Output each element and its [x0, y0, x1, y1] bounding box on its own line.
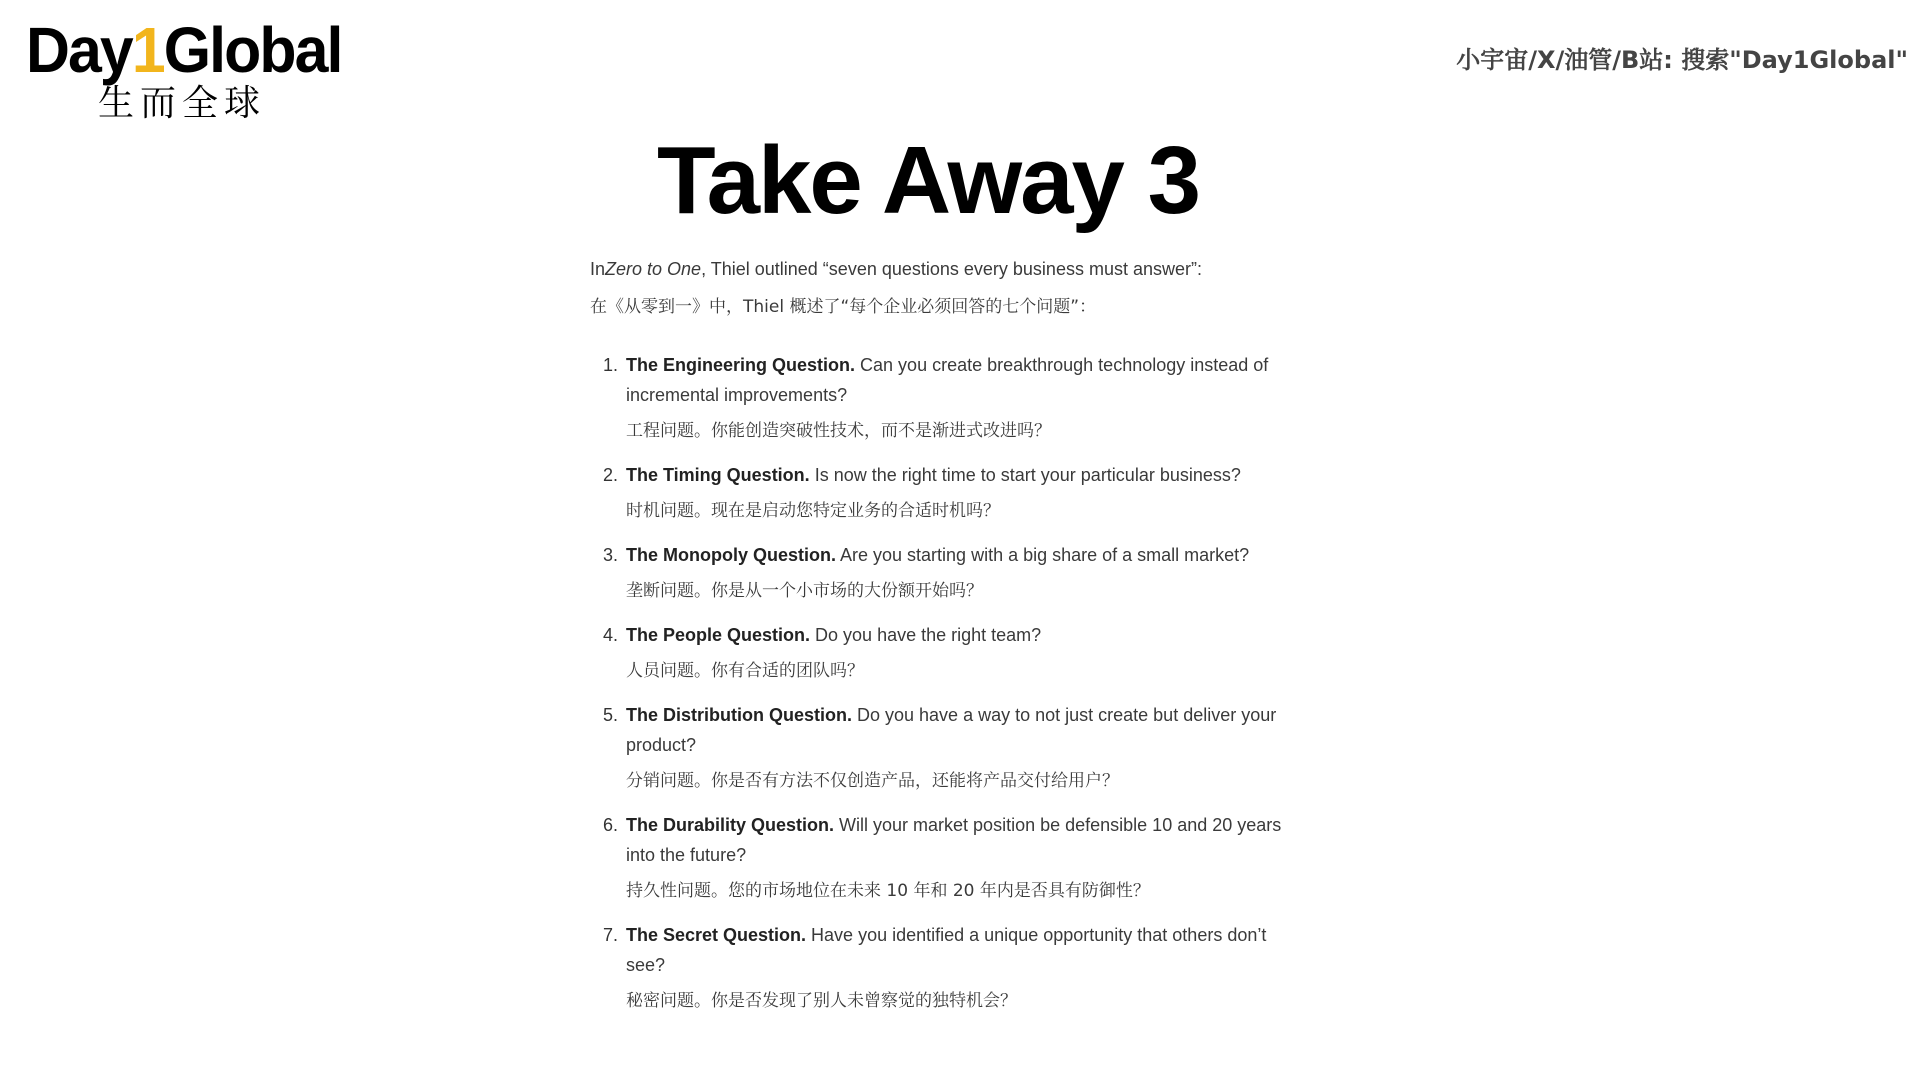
question-chinese: 人员问题。你有合适的团队吗？ [626, 661, 864, 681]
question-chinese: 持久性问题。您的市场地位在未来 10 年和 20 年内是否具有防御性？ [626, 881, 1150, 901]
question-chinese: 工程问题。你能创造突破性技术，而不是渐进式改进吗？ [626, 421, 1051, 441]
question-number: 7. [602, 925, 618, 945]
question-number: 2. [602, 465, 618, 485]
question-number: 5. [602, 705, 618, 725]
question-heading: The People Question. [626, 625, 811, 645]
content-body [590, 256, 1310, 1030]
question-text: Can you create breakthrough technology instead of incremental improvements? [626, 355, 1269, 405]
intro-prefix: In [590, 259, 606, 279]
question-item-secret [590, 920, 1310, 1014]
question-text: Have you identified a unique opportunity that others don’t see? [626, 925, 1267, 975]
question-english [626, 700, 1310, 760]
question-item-people [590, 620, 1310, 684]
question-item-durability [590, 810, 1310, 904]
channel-info: 小宇宙/X/油管/B站: 搜索"Day1Global" [1456, 46, 1908, 74]
question-item-distribution [590, 700, 1310, 794]
logo-wordmark [26, 14, 342, 86]
intro-rest: , Thiel outlined “seven questions every business must answer”: [701, 259, 1202, 279]
question-heading: The Durability Question. [626, 815, 835, 835]
question-chinese: 垄断问题。你是从一个小市场的大份额开始吗？ [626, 581, 983, 601]
question-english [626, 350, 1310, 410]
question-english [626, 620, 1310, 650]
question-number: 4. [602, 625, 618, 645]
question-heading: The Engineering Question. [626, 355, 856, 375]
slide-title: Take Away 3 [657, 127, 1199, 234]
intro-chinese: 在《从零到一》中，Thiel 概述了“每个企业必须回答的七个问题”： [590, 297, 1097, 317]
question-english [626, 920, 1310, 980]
question-heading: The Secret Question. [626, 925, 807, 945]
question-chinese: 秘密问题。你是否发现了别人未曾察觉的独特机会？ [626, 991, 1017, 1011]
question-item-monopoly [590, 540, 1310, 604]
intro-english [590, 256, 1310, 282]
logo-part-global: Global [163, 14, 342, 86]
question-heading: The Monopoly Question. [626, 545, 836, 565]
question-heading: The Timing Question. [626, 465, 810, 485]
intro-book-title: Zero to One [605, 259, 702, 279]
question-item-engineering [590, 350, 1310, 444]
question-english [626, 810, 1310, 870]
question-chinese: 分销问题。你是否有方法不仅创造产品，还能将产品交付给用户？ [626, 771, 1119, 791]
question-number: 6. [602, 815, 618, 835]
question-text: Are you starting with a big share of a small market? [836, 545, 1250, 565]
question-text: Do you have the right team? [810, 625, 1042, 645]
question-text: Will your market position be defensible 10 and 20 years into the future? [626, 815, 1282, 865]
question-heading: The Distribution Question. [626, 705, 852, 725]
logo-subtitle: 生而全球 [98, 83, 267, 124]
brand-logo [26, 16, 346, 124]
question-number: 1. [602, 355, 618, 375]
logo-part-day: Day [26, 14, 132, 86]
question-chinese: 时机问题。现在是启动您特定业务的合适时机吗？ [626, 501, 1000, 521]
question-english [626, 540, 1310, 570]
question-text: Is now the right time to start your particular business? [809, 465, 1241, 485]
logo-part-one: 1 [131, 14, 164, 86]
question-text: Do you have a way to not just create but deliver your product? [626, 705, 1277, 755]
question-list [590, 350, 1310, 1014]
question-english [626, 460, 1310, 490]
question-item-timing [590, 460, 1310, 524]
question-number: 3. [602, 545, 618, 565]
